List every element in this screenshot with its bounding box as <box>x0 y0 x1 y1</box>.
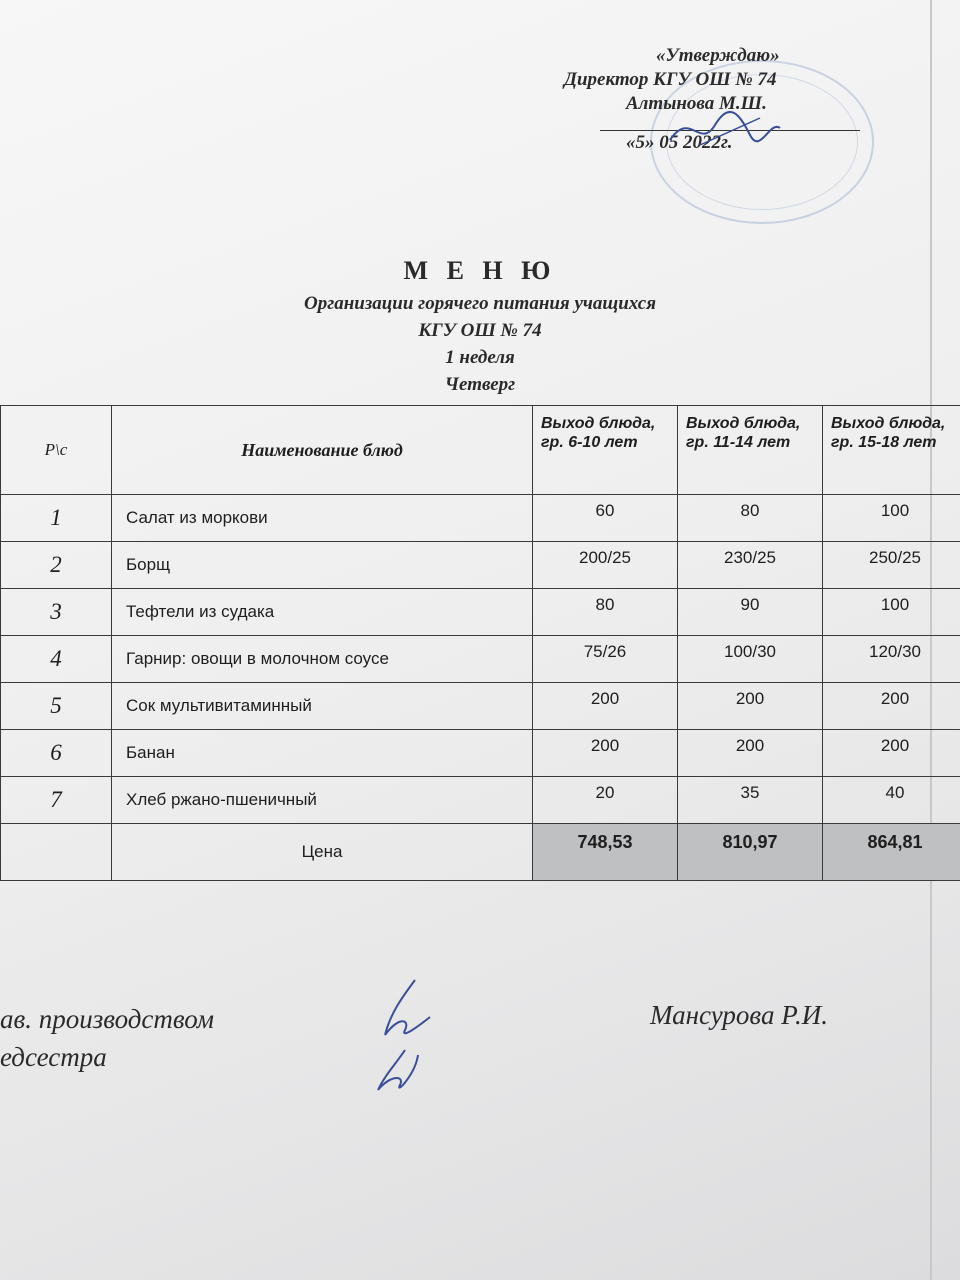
dish-name: Сок мультивитаминный <box>112 683 533 730</box>
table-row <box>1 589 960 636</box>
table-row <box>1 495 960 542</box>
output-15-18: 200 <box>823 730 960 777</box>
approval-heading: «Утверждаю» <box>656 45 780 66</box>
footer-positions <box>0 1000 214 1076</box>
header-output-11-14: Выход блюда, гр. 11-14 лет <box>678 406 823 495</box>
output-11-14: 200 <box>678 683 823 730</box>
output-11-14: 80 <box>678 495 823 542</box>
menu-title: М Е Н Ю <box>403 256 557 285</box>
approval-director-name: Алтынова М.Ш. <box>626 93 767 114</box>
price-label: Цена <box>112 824 533 881</box>
footer-position-nurse: едсестра <box>0 1042 107 1072</box>
table-row <box>1 683 960 730</box>
row-number: 4 <box>1 636 112 683</box>
approval-block <box>560 44 860 155</box>
price-11-14: 810,97 <box>678 824 823 881</box>
row-number: 6 <box>1 730 112 777</box>
dish-name: Банан <box>112 730 533 777</box>
approval-signature-line <box>600 116 860 131</box>
production-signature <box>370 975 440 1045</box>
price-6-10: 748,53 <box>533 824 678 881</box>
output-6-10: 200 <box>533 730 678 777</box>
menu-subtitle-day: Четверг <box>444 374 516 395</box>
header-output-15-18: Выход блюда, гр. 15-18 лет <box>823 406 960 495</box>
approval-position: Директор КГУ ОШ № 74 <box>564 69 777 90</box>
output-15-18: 120/30 <box>823 636 960 683</box>
dish-name: Салат из моркови <box>112 495 533 542</box>
footer-position-production: ав. производством <box>0 1004 214 1034</box>
table-row <box>1 636 960 683</box>
output-6-10: 200 <box>533 683 678 730</box>
output-6-10: 20 <box>533 777 678 824</box>
price-row <box>1 824 960 881</box>
table-row <box>1 730 960 777</box>
price-empty-cell <box>1 824 112 881</box>
output-11-14: 230/25 <box>678 542 823 589</box>
menu-subtitle-school: КГУ ОШ № 74 <box>418 320 542 341</box>
menu-table <box>0 405 960 881</box>
dish-name: Борщ <box>112 542 533 589</box>
table-row <box>1 777 960 824</box>
output-11-14: 100/30 <box>678 636 823 683</box>
nurse-signature <box>370 1045 430 1095</box>
menu-heading <box>180 256 780 398</box>
header-output-6-10: Выход блюда, гр. 6-10 лет <box>533 406 678 495</box>
table-row <box>1 542 960 589</box>
output-11-14: 200 <box>678 730 823 777</box>
output-11-14: 35 <box>678 777 823 824</box>
dish-name: Тефтели из судака <box>112 589 533 636</box>
output-15-18: 100 <box>823 589 960 636</box>
row-number: 2 <box>1 542 112 589</box>
table-header-row <box>1 406 960 495</box>
output-15-18: 100 <box>823 495 960 542</box>
output-6-10: 80 <box>533 589 678 636</box>
row-number: 7 <box>1 777 112 824</box>
approval-date: «5» 05 2022г. <box>626 132 733 153</box>
footer-signatory-name: Мансурова Р.И. <box>650 1000 829 1030</box>
output-6-10: 200/25 <box>533 542 678 589</box>
output-15-18: 40 <box>823 777 960 824</box>
row-number: 5 <box>1 683 112 730</box>
header-number: Р\с <box>1 406 112 495</box>
dish-name: Гарнир: овощи в молочном соусе <box>112 636 533 683</box>
output-15-18: 250/25 <box>823 542 960 589</box>
header-dish-name: Наименование блюд <box>112 406 533 495</box>
menu-table-wrapper <box>0 405 944 860</box>
row-number: 1 <box>1 495 112 542</box>
dish-name: Хлеб ржано-пшеничный <box>112 777 533 824</box>
output-6-10: 75/26 <box>533 636 678 683</box>
menu-subtitle-org: Организации горячего питания учащихся <box>303 293 657 314</box>
menu-subtitle-week: 1 неделя <box>445 347 515 368</box>
output-15-18: 200 <box>823 683 960 730</box>
output-6-10: 60 <box>533 495 678 542</box>
row-number: 3 <box>1 589 112 636</box>
output-11-14: 90 <box>678 589 823 636</box>
price-15-18: 864,81 <box>823 824 960 881</box>
